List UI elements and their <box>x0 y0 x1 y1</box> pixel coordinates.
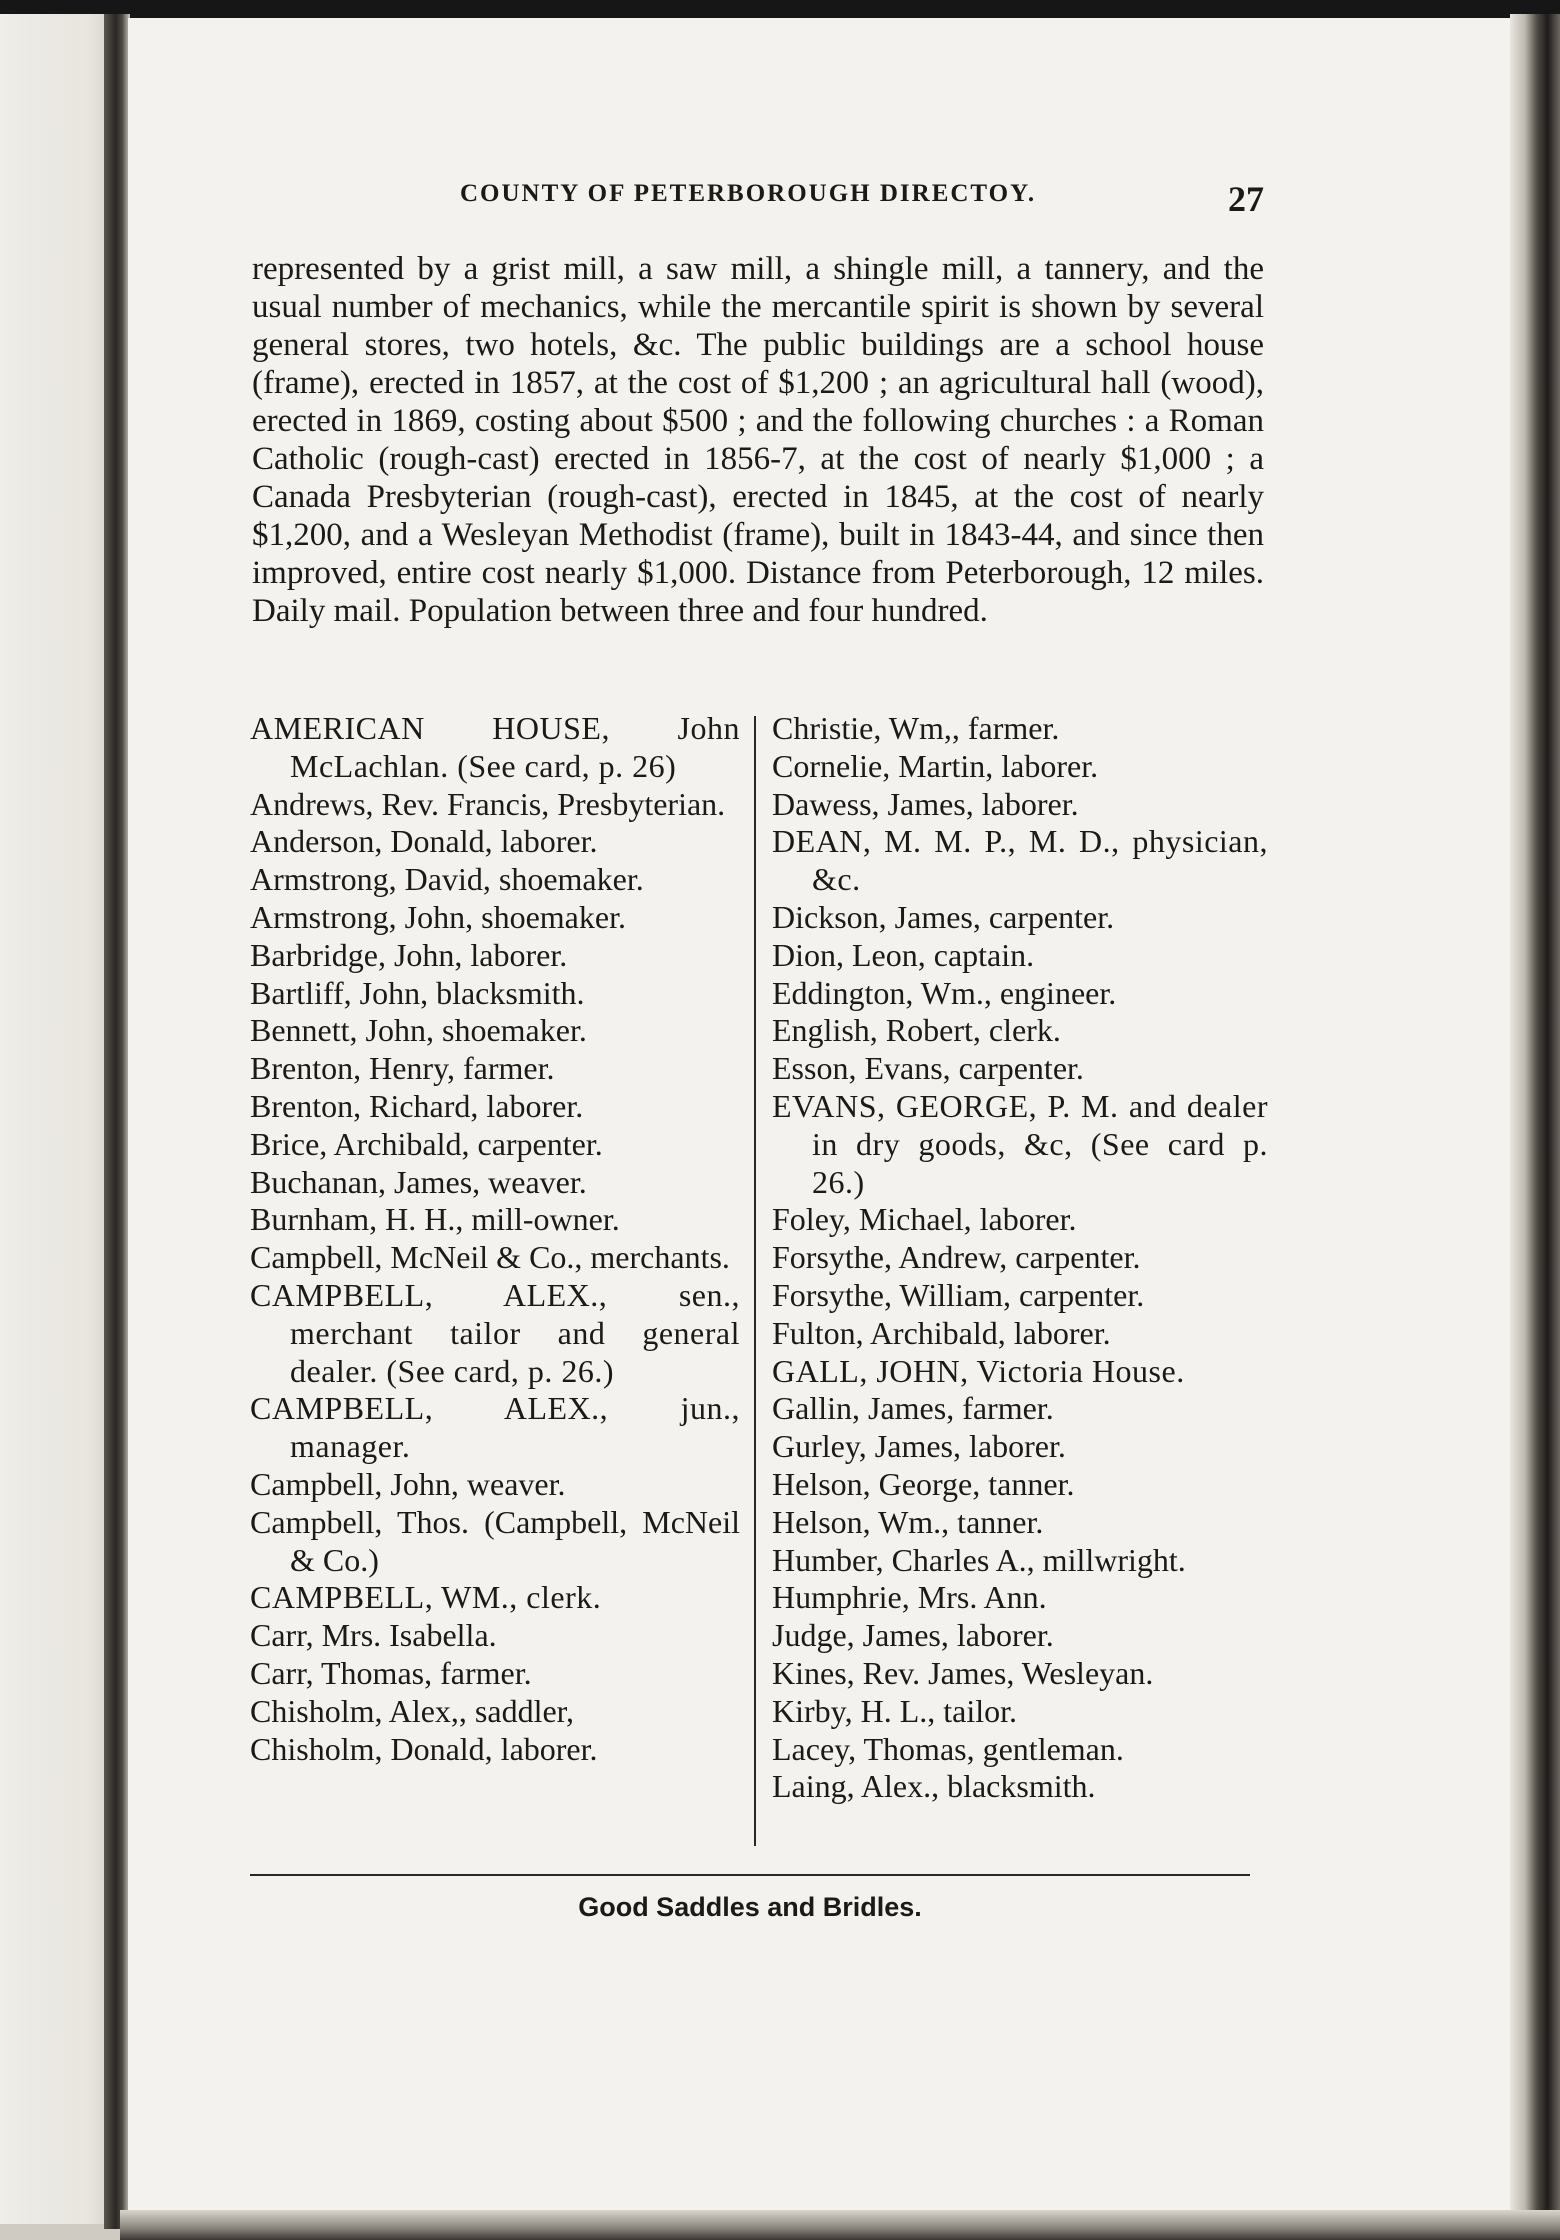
directory-entry: English, Robert, clerk. <box>772 1012 1061 1049</box>
directory-entry: Judge, James, laborer. <box>772 1617 1054 1654</box>
directory-entry: Dickson, James, carpenter. <box>772 898 1115 935</box>
directory-entry: Forsythe, William, carpenter. <box>772 1276 1145 1313</box>
page-edge-shadow <box>1510 14 1560 2240</box>
intro-paragraph: represented by a grist mill, a saw mill, a shingle mill, a tannery, and the usual number of mechanics, while the mercantile spirit is shown by several general stores, two hotels, &c. The public buildings are a school house (frame), erected in 1857, at the cost of $1,200 ; an agricultural hall (wood), erected in 1869, costing about $500 ; and the following churches : a Roman Catholic (rough-cast) erected in 1856-7, at the cost of nearly $1,000 ; a Canada Presbyterian (rough-cast), erected in 1845, at the cost of nearly $1,200, and a Wesleyan Methodist (frame), built in 1843-44, and since then improved, entire cost nearly $1,000. Distance from Peterborough, 12 miles. Daily mail. Population between three and four hundred. <box>252 251 1264 629</box>
directory-entry: DEAN, M. M. P., M. D., physician, &c. <box>772 823 1268 898</box>
directory-entry: CAMPBELL, WM., clerk. <box>250 1579 602 1616</box>
directory-entry: Fulton, Archibald, laborer. <box>772 1314 1111 1351</box>
directory-entry: Armstrong, David, shoemaker. <box>250 861 644 898</box>
directory-entry: Barbridge, John, laborer. <box>250 936 568 973</box>
directory-entry: EVANS, GEORGE, P. M. and dealer in dry goods, &c, (See card p. 26.) <box>772 1087 1268 1200</box>
directory-entry: AMERICAN HOUSE, John McLachlan. (See card, p. 26) <box>250 710 740 784</box>
running-title: COUNTY OF PETERBOROUGH DIRECTOY. <box>460 180 1037 207</box>
page-bottom-edge <box>120 2210 1560 2240</box>
directory-entry: Kirby, H. L., tailor. <box>772 1692 1017 1729</box>
directory-entry: Carr, Thomas, farmer. <box>250 1654 532 1691</box>
directory-entry: Campbell, McNeil & Co., merchants. <box>250 1239 730 1276</box>
directory-entry: Bennett, John, shoemaker. <box>250 1012 587 1049</box>
directory-entry: Humphrie, Mrs. Ann. <box>772 1579 1047 1616</box>
directory-entry: Chisholm, Alex,, saddler, <box>250 1692 575 1729</box>
facing-page-edge <box>0 14 112 2224</box>
directory-entry: Dawess, James, laborer. <box>772 785 1079 822</box>
directory-entry: Humber, Charles A., millwright. <box>772 1541 1186 1578</box>
directory-entry: Andrews, Rev. Francis, Presbyterian. <box>250 785 726 822</box>
directory-entry: Carr, Mrs. Isabella. <box>250 1617 497 1654</box>
directory-entry: Bartliff, John, blacksmith. <box>250 974 585 1011</box>
directory-entry: Eddington, Wm., engineer. <box>772 974 1117 1011</box>
directory-right-column <box>772 710 1268 1806</box>
directory-entry: CAMPBELL, ALEX., sen., merchant tailor and general dealer. (See card, p. 26.) <box>250 1276 740 1389</box>
page-number: 27 <box>1228 179 1264 219</box>
directory-entry: GALL, JOHN, Victoria House. <box>772 1352 1185 1389</box>
directory-entry: Brenton, Henry, farmer. <box>250 1050 555 1087</box>
directory-entry: Christie, Wm,, farmer. <box>772 710 1060 746</box>
footer-rule <box>250 1874 1250 1876</box>
footer-advertisement: Good Saddles and Bridles. <box>578 1892 922 1922</box>
directory-entry: CAMPBELL, ALEX., jun., manager. <box>250 1390 740 1465</box>
directory-entry: Armstrong, John, shoemaker. <box>250 898 626 935</box>
directory-entry: Dion, Leon, captain. <box>772 936 1035 973</box>
directory-entry: Anderson, Donald, laborer. <box>250 823 598 860</box>
directory-entry: Cornelie, Martin, laborer. <box>772 747 1099 784</box>
directory-entry: Chisholm, Donald, laborer. <box>250 1730 598 1767</box>
directory-entry: Lacey, Thomas, gentleman. <box>772 1730 1124 1767</box>
directory-entry: Laing, Alex., blacksmith. <box>772 1768 1096 1805</box>
directory-entry: Foley, Michael, laborer. <box>772 1201 1077 1238</box>
column-divider <box>754 716 756 1846</box>
directory-entry: Brice, Archibald, carpenter. <box>250 1125 603 1162</box>
directory-entry: Burnham, H. H., mill-owner. <box>250 1201 620 1238</box>
directory-entry: Esson, Evans, carpenter. <box>772 1050 1084 1087</box>
directory-entry: Forsythe, Andrew, carpenter. <box>772 1239 1141 1276</box>
directory-entry: Campbell, John, weaver. <box>250 1465 566 1502</box>
directory-entry: Helson, Wm., tanner. <box>772 1503 1044 1540</box>
book-gutter <box>104 14 130 2229</box>
directory-entry: Kines, Rev. James, Wesleyan. <box>772 1654 1154 1691</box>
directory-entry: Gallin, James, farmer. <box>772 1390 1054 1427</box>
directory-entry: Campbell, Thos. (Campbell, McNeil & Co.) <box>250 1503 740 1578</box>
scan-top-border <box>0 0 1560 18</box>
directory-entry: Brenton, Richard, laborer. <box>250 1087 584 1124</box>
directory-entry: Buchanan, James, weaver. <box>250 1163 587 1200</box>
directory-entry: Helson, George, tanner. <box>772 1465 1075 1502</box>
directory-left-column <box>250 710 740 1768</box>
directory-entry: Gurley, James, laborer. <box>772 1428 1066 1465</box>
